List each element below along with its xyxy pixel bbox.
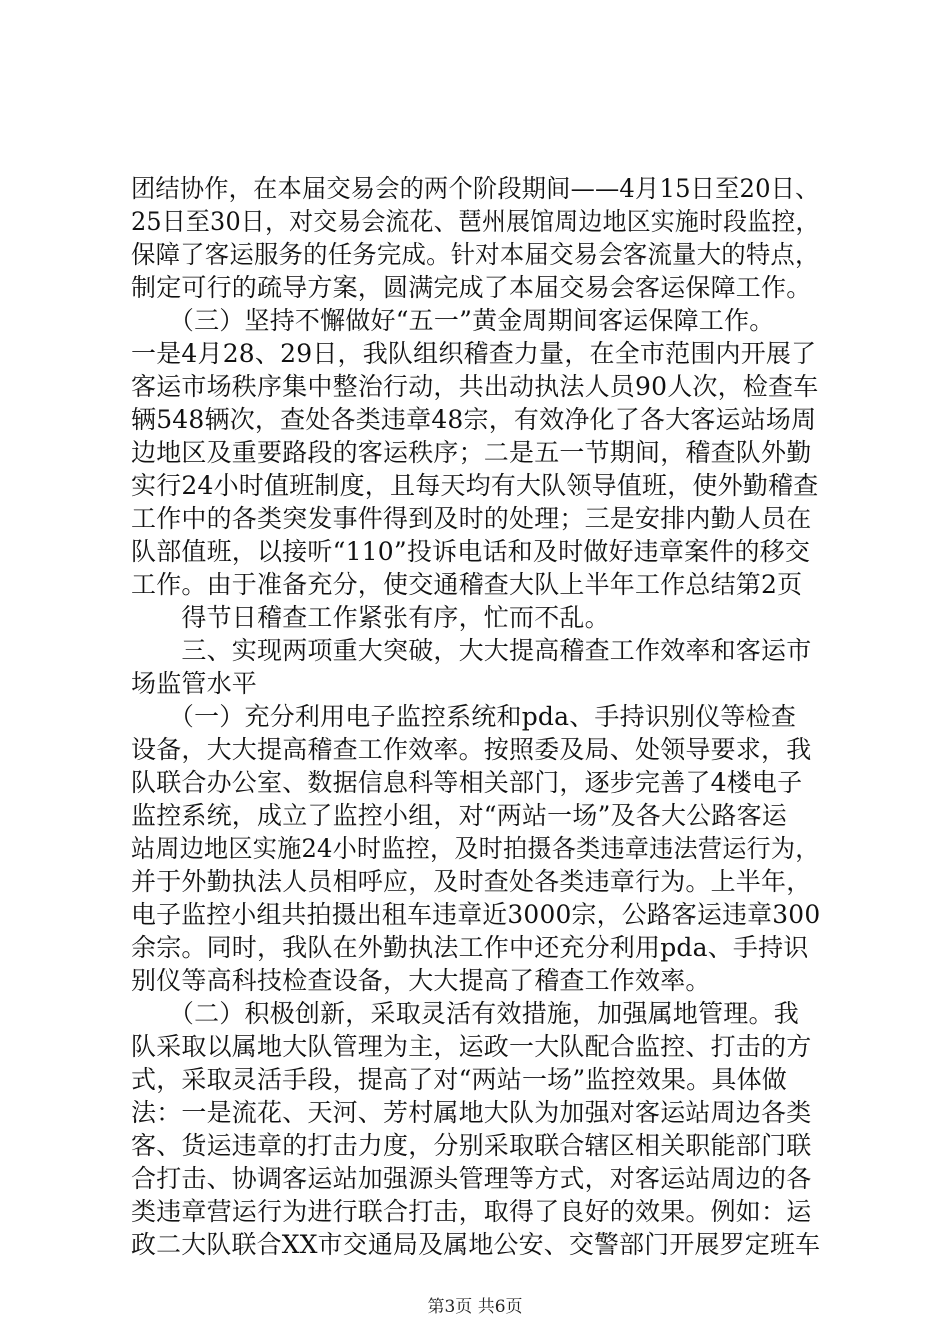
text-line: 辆548辆次，查处各类违章48宗，有效净化了各大客运站场周 bbox=[131, 405, 817, 434]
text-line: 监控系统，成立了监控小组，对“两站一场”及各大公路客运 bbox=[131, 801, 787, 830]
text-line: 并于外勤执法人员相呼应，及时查处各类违章行为。上半年， bbox=[131, 867, 812, 896]
text-line: （二）积极创新，采取灵活有效措施，加强属地管理。我 bbox=[131, 999, 799, 1028]
text-line: 三、实现两项重大突破，大大提高稽查工作效率和客运市 bbox=[131, 636, 812, 665]
text-line: 制定可行的疏导方案，圆满完成了本届交易会客运保障工作。 bbox=[131, 273, 812, 302]
text-line: 边地区及重要路段的客运秩序；二是五一节期间，稽查队外勤 bbox=[131, 438, 812, 467]
text-line: 实行24小时值班制度，且每天均有大队领导值班，使外勤稽查 bbox=[131, 471, 819, 500]
text-line: 工作。由于准备充分，使交通稽查大队上半年工作总结第2页 bbox=[131, 570, 803, 599]
text-line: 客运市场秩序集中整治行动，共出动执法人员90人次，检查车 bbox=[131, 372, 819, 401]
text-line: 队联合办公室、数据信息科等相关部门，逐步完善了4楼电子 bbox=[131, 768, 803, 797]
text-line: 队采取以属地大队管理为主，运政一大队配合监控、打击的方 bbox=[131, 1032, 812, 1061]
text-line: 设备，大大提高稽查工作效率。按照委及局、处领导要求，我 bbox=[131, 735, 812, 764]
text-line: （三）坚持不懈做好“五一”黄金周期间客运保障工作。 bbox=[131, 306, 775, 335]
text-line: 队部值班，以接听“110”投诉电话和及时做好违章案件的移交 bbox=[131, 537, 811, 566]
text-line: 别仪等高科技检查设备，大大提高了稽查工作效率。 bbox=[131, 966, 711, 995]
text-line: 电子监控小组共拍摄出租车违章近3000宗，公路客运违章300 bbox=[131, 900, 821, 929]
text-line: 得节日稽查工作紧张有序，忙而不乱。 bbox=[131, 603, 610, 632]
text-line: 政二大队联合XX市交通局及属地公安、交警部门开展罗定班车 bbox=[131, 1230, 821, 1259]
text-line: 25日至30日，对交易会流花、琶州展馆周边地区实施时段监控， bbox=[131, 207, 820, 236]
text-line: 余宗。同时，我队在外勤执法工作中还充分利用pda、手持识 bbox=[131, 933, 809, 962]
text-line: 场监管水平 bbox=[131, 669, 258, 698]
text-line: 类违章营运行为进行联合打击，取得了良好的效果。例如：运 bbox=[131, 1197, 812, 1226]
text-line: 合打击、协调客运站加强源头管理等方式，对客运站周边的各 bbox=[131, 1164, 812, 1193]
text-line: 式，采取灵活手段，提高了对“两站一场”监控效果。具体做 bbox=[131, 1065, 787, 1094]
page-footer: 第3页 共6页 bbox=[427, 1297, 523, 1317]
text-line: 团结协作，在本届交易会的两个阶段期间——4月15日至20日、 bbox=[131, 174, 820, 203]
text-line: 保障了客运服务的任务完成。针对本届交易会客流量大的特点， bbox=[131, 240, 820, 269]
text-line: （一）充分利用电子监控系统和pda、手持识别仪等检查 bbox=[131, 702, 797, 731]
text-line: 工作中的各类突发事件得到及时的处理；三是安排内勤人员在 bbox=[131, 504, 812, 533]
text-line: 法：一是流花、天河、芳村属地大队为加强对客运站周边各类 bbox=[131, 1098, 812, 1127]
text-line: 客、货运违章的打击力度，分别采取联合辖区相关职能部门联 bbox=[131, 1131, 812, 1160]
text-line: 站周边地区实施24小时监控，及时拍摄各类违章违法营运行为， bbox=[131, 834, 820, 863]
text-line: 一是4月28、29日，我队组织稽查力量，在全市范围内开展了 bbox=[131, 339, 817, 368]
